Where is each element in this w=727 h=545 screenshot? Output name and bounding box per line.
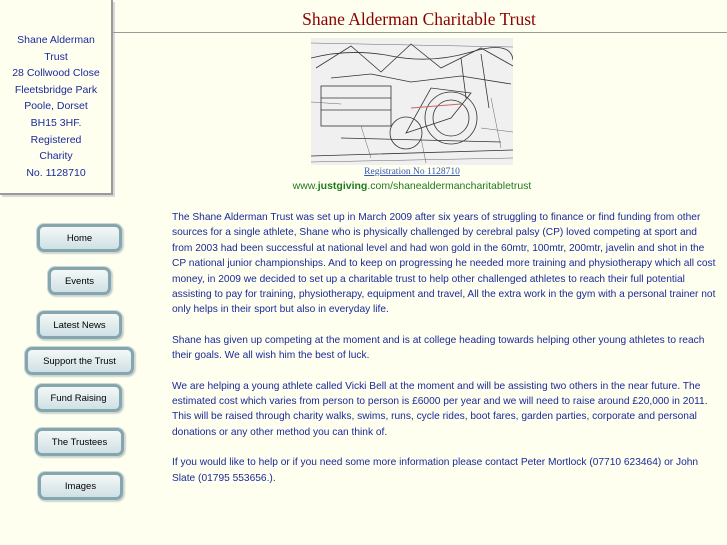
header-divider	[111, 32, 727, 33]
page-title: Shane Alderman Charitable Trust	[302, 9, 536, 29]
address-line: 28 Collwood Close	[12, 67, 100, 80]
nav-images-button[interactable]: Images	[38, 472, 123, 500]
nav-events-button[interactable]: Events	[48, 267, 111, 295]
content-paragraph: We are helping a young athlete called Vicki Bell at the moment and will be assisting two others in the near future. The estimated cost which varies from person to person is £6000 per year and we will need to raise around £20,000 in 2011. This will be raised through charity walks, swims, runs, cycle rides, boot fares, garden parties, corporate and personal donations or any other method you can think of.	[172, 380, 708, 438]
content-paragraph: The Shane Alderman Trust was set up in March 2009 after six years of struggling to finance or find funding from other sources for a single athlete, Shane who is physically challenged by cerebral palsy (CP) loved competing at sport and from 2003 had been successful at national level and had won gold in the 60mtr, 100mtr, 200mtr, javelin and shot in the CP national junior championships. And to keep on progressing he needed more training and physiotherapy which all cost money, in 2009 we decided to set up a charitable trust to help other challenged athletes to reach their full potential assisting to pay for training, physiotherapy, equipment and travel, All the extra work in the gym with a personal trainer not only helps in their sport but also in everyday life.	[172, 212, 716, 316]
nav-trustees-button[interactable]: The Trustees	[35, 428, 124, 456]
registration-link[interactable]: Registration No 1128710	[364, 167, 460, 177]
content-paragraph: If you would like to help or if you need some more information please contact Peter Mortlock (07710 623464) or John Slate (01795 553656.).	[172, 457, 699, 484]
address-line: No. 1128710	[26, 166, 86, 179]
address-line: Shane Alderman	[17, 34, 95, 46]
justgiving-link[interactable]: www.justgiving.com/shanealdermancharitabletrust	[292, 180, 532, 192]
content-paragraph: Shane has given up competing at the moment and is at college heading towards helping other young athletes to reach their goals. We all wish him the best of luck.	[172, 334, 705, 362]
address-line: Trust	[44, 50, 68, 63]
address-line: Registered	[30, 133, 82, 146]
nav-latest-news-button[interactable]: Latest News	[37, 311, 122, 339]
address-line: Fleetsbridge Park	[14, 83, 98, 96]
address-line: Poole, Dorset	[24, 100, 88, 113]
address-line: BH15 3HF.	[30, 116, 82, 129]
main-content	[172, 210, 720, 501]
address-line: Charity	[39, 150, 73, 163]
nav-support-button[interactable]: Support the Trust	[25, 347, 134, 375]
nav-fund-raising-button[interactable]: Fund Raising	[35, 384, 122, 412]
nav-home-button[interactable]: Home	[37, 224, 122, 252]
hero-photo	[311, 38, 513, 165]
address-block	[4, 32, 108, 181]
